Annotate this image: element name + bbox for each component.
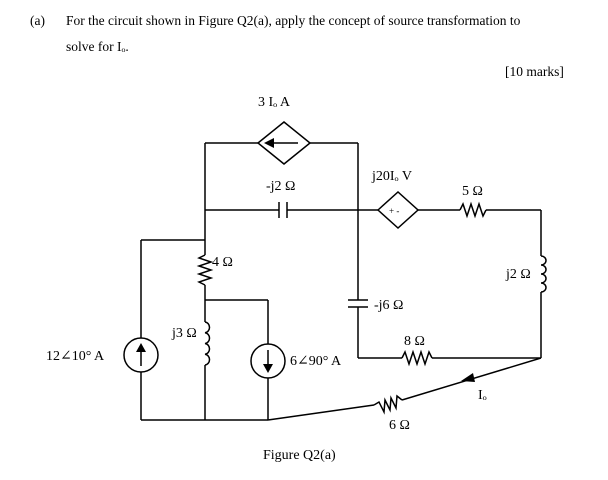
current-io-label: Iₒ <box>478 388 487 403</box>
capacitor-j6-icon <box>348 300 368 307</box>
polarity-label: + - <box>389 206 400 216</box>
dependent-voltage-source-icon <box>378 192 418 228</box>
resistor-5-label: 5 Ω <box>462 184 483 199</box>
figure-caption: Figure Q2(a) <box>263 448 336 463</box>
capacitor-j6-label: -j6 Ω <box>374 298 404 313</box>
question-text-line2: solve for Iₒ. <box>66 39 129 54</box>
current-arrow-icon <box>461 373 475 382</box>
capacitor-j2-label: -j2 Ω <box>266 179 296 194</box>
dependent-current-source-icon <box>258 122 310 164</box>
source-12-label: 12∠10° A <box>46 349 105 364</box>
resistor-4-icon <box>199 255 211 285</box>
resistor-6-icon <box>374 396 402 412</box>
current-source-6-icon <box>251 344 285 378</box>
dep-current-source-label: 3 Iₒ A <box>258 95 291 110</box>
dep-voltage-source-label: j20Iₒ V <box>372 169 412 184</box>
resistor-6-label: 6 Ω <box>389 418 410 433</box>
inductor-j3-label: j3 Ω <box>172 326 197 341</box>
question-label: (a) <box>30 13 45 28</box>
resistor-8-icon <box>402 352 432 364</box>
source-6-label: 6∠90° A <box>290 354 342 369</box>
resistor-4-label: 4 Ω <box>212 255 233 270</box>
resistor-5-icon <box>460 204 486 216</box>
inductor-j3-icon <box>205 322 210 365</box>
capacitor-j2-icon <box>279 202 287 218</box>
marks-label: [10 marks] <box>505 64 564 79</box>
resistor-8-label: 8 Ω <box>404 334 425 349</box>
inductor-j2-icon <box>541 256 546 292</box>
inductor-j2-label: j2 Ω <box>506 267 531 282</box>
current-source-12-icon <box>124 338 158 372</box>
question-text-line1: For the circuit shown in Figure Q2(a), apply the concept of source transformation to <box>66 13 521 28</box>
